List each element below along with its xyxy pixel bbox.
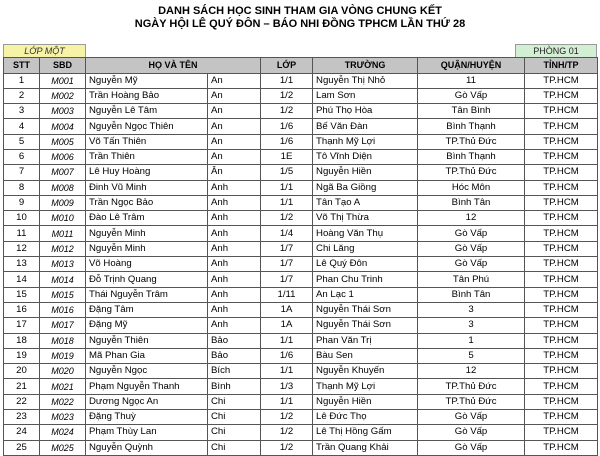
- cell-given-name: Bình: [208, 379, 261, 394]
- cell-sbd: M003: [40, 104, 86, 119]
- cell-surname: Phạm Nguyễn Thanh: [86, 379, 208, 394]
- cell-stt: 18: [4, 333, 40, 348]
- cell-school: Trần Quang Khải: [313, 440, 418, 455]
- cell-district: Tân Bình: [418, 104, 525, 119]
- cell-surname: Võ Tấn Thiên: [86, 134, 208, 149]
- cell-stt: 21: [4, 379, 40, 394]
- cell-stt: 20: [4, 364, 40, 379]
- cell-province: TP.HCM: [525, 134, 598, 149]
- cell-school: Thạnh Mỹ Lợi: [313, 379, 418, 394]
- cell-sbd: M005: [40, 134, 86, 149]
- cell-district: Tân Phú: [418, 272, 525, 287]
- cell-sbd: M008: [40, 180, 86, 195]
- cell-school: Phan Văn Trị: [313, 333, 418, 348]
- cell-surname: Nguyễn Mỹ: [86, 73, 208, 88]
- cell-province: TP.HCM: [525, 440, 598, 455]
- cell-surname: Đinh Vũ Minh: [86, 180, 208, 195]
- table-row: [4, 73, 598, 88]
- cell-sbd: M018: [40, 333, 86, 348]
- cell-province: TP.HCM: [525, 364, 598, 379]
- table-body: [4, 73, 598, 455]
- cell-surname: Nguyễn Minh: [86, 241, 208, 256]
- cell-stt: 9: [4, 195, 40, 210]
- cell-stt: 17: [4, 318, 40, 333]
- cell-province: TP.HCM: [525, 73, 598, 88]
- cell-stt: 6: [4, 149, 40, 164]
- cell-province: TP.HCM: [525, 410, 598, 425]
- cell-province: TP.HCM: [525, 226, 598, 241]
- cell-province: TP.HCM: [525, 302, 598, 317]
- cell-class: 1/6: [261, 134, 313, 149]
- cell-given-name: An: [208, 73, 261, 88]
- header-full-name: HỌ VÀ TÊN: [86, 58, 261, 74]
- cell-class: 1A: [261, 302, 313, 317]
- cell-district: 1: [418, 333, 525, 348]
- cell-stt: 12: [4, 241, 40, 256]
- cell-province: TP.HCM: [525, 318, 598, 333]
- cell-class: 1E: [261, 149, 313, 164]
- cell-province: TP.HCM: [525, 165, 598, 180]
- table-row: [4, 134, 598, 149]
- cell-class: 1/3: [261, 379, 313, 394]
- table-row: [4, 302, 598, 317]
- cell-stt: 14: [4, 272, 40, 287]
- cell-province: TP.HCM: [525, 257, 598, 272]
- cell-sbd: M019: [40, 348, 86, 363]
- cell-surname: Nguyễn Ngọc Thiên: [86, 119, 208, 134]
- cell-surname: Võ Hoàng: [86, 257, 208, 272]
- cell-sbd: M013: [40, 257, 86, 272]
- cell-given-name: Anh: [208, 272, 261, 287]
- cell-given-name: Chi: [208, 394, 261, 409]
- cell-stt: 7: [4, 165, 40, 180]
- cell-given-name: Bảo: [208, 348, 261, 363]
- cell-sbd: M009: [40, 195, 86, 210]
- header-province: TỈNH/TP: [525, 58, 598, 74]
- cell-sbd: M020: [40, 364, 86, 379]
- cell-school: Lê Thị Hồng Gấm: [313, 425, 418, 440]
- cell-given-name: Anh: [208, 241, 261, 256]
- cell-class: 1/2: [261, 410, 313, 425]
- cell-stt: 23: [4, 410, 40, 425]
- cell-province: TP.HCM: [525, 348, 598, 363]
- cell-sbd: M007: [40, 165, 86, 180]
- cell-school: Nguyễn Khuyến: [313, 364, 418, 379]
- cell-given-name: An: [208, 149, 261, 164]
- cell-province: TP.HCM: [525, 272, 598, 287]
- cell-given-name: An: [208, 134, 261, 149]
- cell-surname: Đỗ Trịnh Quang: [86, 272, 208, 287]
- cell-province: TP.HCM: [525, 379, 598, 394]
- table-row: [4, 287, 598, 302]
- cell-class: 1/7: [261, 257, 313, 272]
- table-row: [4, 180, 598, 195]
- cell-class: 1/1: [261, 195, 313, 210]
- cell-surname: Nguyễn Lê Tâm: [86, 104, 208, 119]
- cell-province: TP.HCM: [525, 104, 598, 119]
- cell-class: 1/6: [261, 348, 313, 363]
- cell-stt: 10: [4, 211, 40, 226]
- table-row: [4, 88, 598, 103]
- cell-sbd: M014: [40, 272, 86, 287]
- cell-school: Nguyễn Thị Nhỏ: [313, 73, 418, 88]
- cell-class: 1/1: [261, 180, 313, 195]
- cell-surname: Dương Ngọc An: [86, 394, 208, 409]
- cell-district: Gò Vấp: [418, 241, 525, 256]
- table-header-row: [4, 58, 598, 74]
- cell-stt: 24: [4, 425, 40, 440]
- cell-class: 1A: [261, 318, 313, 333]
- cell-given-name: Anh: [208, 195, 261, 210]
- document-subtitle: NGÀY HỘI LÊ QUÝ ĐÔN – BÁO NHI ĐỒNG TPHCM LẦN THỨ 28: [134, 18, 466, 30]
- cell-sbd: M015: [40, 287, 86, 302]
- cell-province: TP.HCM: [525, 425, 598, 440]
- cell-school: Võ Thị Thừa: [313, 211, 418, 226]
- cell-sbd: M012: [40, 241, 86, 256]
- header-school: TRƯỜNG: [313, 58, 418, 74]
- cell-surname: Trần Hoàng Bảo: [86, 88, 208, 103]
- cell-stt: 11: [4, 226, 40, 241]
- cell-surname: Đặng Mỹ: [86, 318, 208, 333]
- cell-district: 3: [418, 318, 525, 333]
- table-row: [4, 440, 598, 455]
- cell-given-name: Anh: [208, 226, 261, 241]
- cell-given-name: Anh: [208, 318, 261, 333]
- table-row: [4, 333, 598, 348]
- cell-class: 1/1: [261, 394, 313, 409]
- cell-stt: 8: [4, 180, 40, 195]
- cell-school: Nguyễn Hiền: [313, 165, 418, 180]
- document-title: DANH SÁCH HỌC SINH THAM GIA VÒNG CHUNG KẾT: [158, 5, 442, 17]
- cell-sbd: M024: [40, 425, 86, 440]
- table-row: [4, 119, 598, 134]
- cell-district: Bình Tân: [418, 287, 525, 302]
- table-row: [4, 241, 598, 256]
- cell-school: Phú Thọ Hòa: [313, 104, 418, 119]
- cell-sbd: M023: [40, 410, 86, 425]
- cell-stt: 15: [4, 287, 40, 302]
- cell-stt: 5: [4, 134, 40, 149]
- cell-district: 3: [418, 302, 525, 317]
- cell-given-name: Chi: [208, 425, 261, 440]
- cell-class: 1/2: [261, 104, 313, 119]
- cell-class: 1/6: [261, 119, 313, 134]
- header-sbd: SBD: [40, 58, 86, 74]
- cell-given-name: Chi: [208, 440, 261, 455]
- cell-given-name: Bảo: [208, 333, 261, 348]
- cell-surname: Thái Nguyễn Trâm: [86, 287, 208, 302]
- cell-sbd: M017: [40, 318, 86, 333]
- cell-province: TP.HCM: [525, 149, 598, 164]
- cell-sbd: M010: [40, 211, 86, 226]
- cell-sbd: M002: [40, 88, 86, 103]
- cell-district: TP.Thủ Đức: [418, 394, 525, 409]
- cell-district: Hóc Môn: [418, 180, 525, 195]
- cell-school: Tô Vĩnh Diện: [313, 149, 418, 164]
- cell-province: TP.HCM: [525, 180, 598, 195]
- cell-school: Thạnh Mỹ Lợi: [313, 134, 418, 149]
- cell-surname: Nguyễn Minh: [86, 226, 208, 241]
- cell-given-name: Anh: [208, 257, 261, 272]
- cell-district: 12: [418, 211, 525, 226]
- cell-school: Chi Lăng: [313, 241, 418, 256]
- cell-stt: 1: [4, 73, 40, 88]
- group-label: LỚP MỘT: [3, 44, 86, 57]
- cell-surname: Phạm Thùy Lan: [86, 425, 208, 440]
- cell-district: Gò Vấp: [418, 440, 525, 455]
- cell-district: TP.Thủ Đức: [418, 134, 525, 149]
- cell-district: 12: [418, 364, 525, 379]
- cell-stt: 13: [4, 257, 40, 272]
- cell-sbd: M001: [40, 73, 86, 88]
- student-table: [3, 57, 598, 456]
- cell-class: 1/2: [261, 440, 313, 455]
- cell-district: 11: [418, 73, 525, 88]
- cell-surname: Nguyễn Quỳnh: [86, 440, 208, 455]
- cell-sbd: M021: [40, 379, 86, 394]
- cell-given-name: An: [208, 88, 261, 103]
- table-row: [4, 410, 598, 425]
- cell-district: Bình Thạnh: [418, 119, 525, 134]
- cell-school: Lam Sơn: [313, 88, 418, 103]
- cell-class: 1/1: [261, 333, 313, 348]
- cell-given-name: Anh: [208, 287, 261, 302]
- cell-given-name: Anh: [208, 302, 261, 317]
- cell-stt: 2: [4, 88, 40, 103]
- cell-given-name: Chi: [208, 410, 261, 425]
- cell-class: 1/11: [261, 287, 313, 302]
- cell-stt: 25: [4, 440, 40, 455]
- cell-district: Gò Vấp: [418, 226, 525, 241]
- cell-stt: 3: [4, 104, 40, 119]
- cell-province: TP.HCM: [525, 241, 598, 256]
- cell-stt: 4: [4, 119, 40, 134]
- cell-school: Lê Đức Thọ: [313, 410, 418, 425]
- cell-class: 1/5: [261, 165, 313, 180]
- table-row: [4, 165, 598, 180]
- cell-class: 1/1: [261, 73, 313, 88]
- cell-school: Nguyễn Thái Sơn: [313, 318, 418, 333]
- cell-sbd: M025: [40, 440, 86, 455]
- cell-province: TP.HCM: [525, 88, 598, 103]
- cell-district: TP.Thủ Đức: [418, 379, 525, 394]
- cell-district: Gò Vấp: [418, 88, 525, 103]
- cell-province: TP.HCM: [525, 394, 598, 409]
- cell-class: 1/7: [261, 241, 313, 256]
- table-row: [4, 318, 598, 333]
- cell-school: Nguyễn Hiền: [313, 394, 418, 409]
- cell-province: TP.HCM: [525, 211, 598, 226]
- cell-surname: Đặng Tâm: [86, 302, 208, 317]
- cell-class: 1/2: [261, 88, 313, 103]
- table-row: [4, 272, 598, 287]
- cell-district: TP.Thủ Đức: [418, 165, 525, 180]
- cell-stt: 22: [4, 394, 40, 409]
- cell-given-name: Anh: [208, 211, 261, 226]
- cell-class: 1/2: [261, 425, 313, 440]
- cell-school: Phan Chu Trinh: [313, 272, 418, 287]
- cell-surname: Trần Ngọc Bảo: [86, 195, 208, 210]
- cell-given-name: An: [208, 104, 261, 119]
- cell-school: Bế Văn Đàn: [313, 119, 418, 134]
- table-row: [4, 211, 598, 226]
- cell-school: Bàu Sen: [313, 348, 418, 363]
- cell-district: Bình Thạnh: [418, 149, 525, 164]
- cell-school: Ngã Ba Giồng: [313, 180, 418, 195]
- cell-class: 1/4: [261, 226, 313, 241]
- cell-surname: Đặng Thuỳ: [86, 410, 208, 425]
- header-stt: STT: [4, 58, 40, 74]
- cell-surname: Nguyễn Thiên: [86, 333, 208, 348]
- cell-stt: 19: [4, 348, 40, 363]
- table-row: [4, 257, 598, 272]
- cell-sbd: M006: [40, 149, 86, 164]
- cell-stt: 16: [4, 302, 40, 317]
- table-row: [4, 149, 598, 164]
- cell-district: Gò Vấp: [418, 425, 525, 440]
- cell-district: 5: [418, 348, 525, 363]
- table-row: [4, 104, 598, 119]
- cell-surname: Đào Lê Trâm: [86, 211, 208, 226]
- cell-class: 1/2: [261, 211, 313, 226]
- cell-sbd: M022: [40, 394, 86, 409]
- cell-province: TP.HCM: [525, 195, 598, 210]
- table-row: [4, 394, 598, 409]
- header-class: LỚP: [261, 58, 313, 74]
- cell-district: Gò Vấp: [418, 257, 525, 272]
- table-row: [4, 226, 598, 241]
- cell-district: Bình Tân: [418, 195, 525, 210]
- cell-given-name: Bích: [208, 364, 261, 379]
- cell-class: 1/1: [261, 364, 313, 379]
- cell-given-name: An: [208, 119, 261, 134]
- cell-school: Nguyễn Thái Sơn: [313, 302, 418, 317]
- cell-district: Gò Vấp: [418, 410, 525, 425]
- table-row: [4, 364, 598, 379]
- cell-school: Tân Tạo A: [313, 195, 418, 210]
- table-row: [4, 195, 598, 210]
- cell-class: 1/7: [261, 272, 313, 287]
- cell-surname: Nguyễn Ngọc: [86, 364, 208, 379]
- header-district: QUẬN/HUYỆN: [418, 58, 525, 74]
- cell-school: Hoàng Văn Thụ: [313, 226, 418, 241]
- cell-school: Lê Quý Đôn: [313, 257, 418, 272]
- room-label: PHÒNG 01: [515, 44, 597, 57]
- cell-province: TP.HCM: [525, 287, 598, 302]
- cell-school: An Lạc 1: [313, 287, 418, 302]
- cell-given-name: Anh: [208, 180, 261, 195]
- table-row: [4, 348, 598, 363]
- cell-surname: Mã Phan Gia: [86, 348, 208, 363]
- cell-province: TP.HCM: [525, 119, 598, 134]
- cell-surname: Trần Thiên: [86, 149, 208, 164]
- table-row: [4, 425, 598, 440]
- cell-surname: Lê Huy Hoàng: [86, 165, 208, 180]
- cell-sbd: M004: [40, 119, 86, 134]
- cell-sbd: M016: [40, 302, 86, 317]
- table-row: [4, 379, 598, 394]
- cell-given-name: Ân: [208, 165, 261, 180]
- cell-province: TP.HCM: [525, 333, 598, 348]
- cell-sbd: M011: [40, 226, 86, 241]
